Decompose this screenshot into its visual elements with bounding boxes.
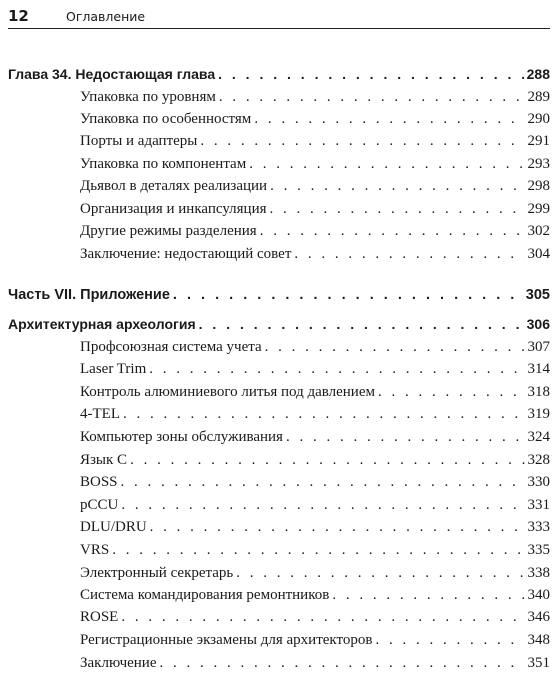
dot-leader <box>219 87 525 107</box>
dot-leader <box>286 427 525 447</box>
toc-entry-label: Порты и адаптеры <box>80 133 198 149</box>
toc-entry-page: 330 <box>527 474 550 490</box>
toc-entry-page: 290 <box>527 111 550 127</box>
toc-entry[interactable] <box>8 87 550 107</box>
dot-leader <box>121 607 524 627</box>
toc-entry-label: Контроль алюминиевого литья под давлением <box>80 384 375 400</box>
toc-entry-label: DLU/DRU <box>80 519 147 535</box>
toc-entry-page: 328 <box>527 452 550 468</box>
toc-chapter-34[interactable] <box>8 64 550 84</box>
toc-entry[interactable] <box>8 109 550 129</box>
toc-entry[interactable] <box>8 176 550 196</box>
dot-leader <box>270 199 525 219</box>
toc-entry-page: 307 <box>527 339 550 355</box>
toc-entry-label: Компьютер зоны обслуживания <box>80 429 283 445</box>
dot-leader <box>150 517 525 537</box>
toc-entry-label: 4-TEL <box>80 406 120 422</box>
toc-entry-label: Другие режимы разделения <box>80 223 257 239</box>
dot-leader <box>236 563 524 583</box>
toc-entry[interactable] <box>8 131 550 151</box>
dot-leader <box>121 472 525 492</box>
dot-leader <box>332 585 524 605</box>
toc-entry[interactable] <box>8 585 550 605</box>
dot-leader <box>160 653 525 673</box>
toc-entry-page: 340 <box>527 587 550 603</box>
toc-entry-label: Архитектурная археология <box>8 316 196 332</box>
toc-entry[interactable] <box>8 517 550 537</box>
toc-entry[interactable] <box>8 199 550 219</box>
toc-entry-page: 351 <box>527 655 550 671</box>
toc-entry-label: Заключение: недостающий совет <box>80 246 292 262</box>
toc-entry-page: 289 <box>527 89 550 105</box>
toc-entry-page: 291 <box>527 133 550 149</box>
toc-entry-label: Система командирования ремонтников <box>80 587 330 603</box>
toc-entry[interactable] <box>8 630 550 650</box>
toc-entry-page: 305 <box>525 287 550 303</box>
page-number: 12 <box>8 7 29 25</box>
toc-entry-page: 302 <box>527 223 550 239</box>
toc-entry-label: BOSS <box>80 474 118 490</box>
toc-entry[interactable] <box>8 244 550 264</box>
toc-entry-label: Дьявол в деталях реализации <box>80 178 268 194</box>
dot-leader <box>218 64 524 84</box>
dot-leader <box>265 337 525 357</box>
toc-entry-label: Упаковка по особенностям <box>80 111 252 127</box>
toc-entry[interactable] <box>8 404 550 424</box>
toc-entry[interactable] <box>8 427 550 447</box>
toc-entry-label: Организация и инкапсуляция <box>80 201 267 217</box>
dot-leader <box>123 404 525 424</box>
toc-entry[interactable] <box>8 653 550 673</box>
dot-leader <box>173 285 523 305</box>
toc-entry-page: 346 <box>527 609 550 625</box>
toc-entry-label: Упаковка по уровням <box>80 89 216 105</box>
dot-leader <box>249 154 524 174</box>
toc-entry-label: Laser Trim <box>80 361 147 377</box>
toc-entry-page: 331 <box>527 497 550 513</box>
toc-entry[interactable] <box>8 359 550 379</box>
toc-entry-label: pCCU <box>80 497 119 513</box>
toc-entry[interactable] <box>8 154 550 174</box>
toc-entry-page: 299 <box>527 201 550 217</box>
toc-entry-page: 338 <box>527 565 550 581</box>
toc-entry-label: Часть VII. Приложение <box>8 287 170 303</box>
toc-entry-label: Заключение <box>80 655 157 671</box>
toc-entry-label: Глава 34. Недостающая глава <box>8 66 216 82</box>
toc-entry-label: Электронный секретарь <box>80 565 234 581</box>
toc-entry-label: Регистрационные экзамены для архитекторов <box>80 632 373 648</box>
toc-entry[interactable] <box>8 540 550 560</box>
toc-entry-page: 304 <box>527 246 550 262</box>
toc-entry-page: 324 <box>527 429 550 445</box>
toc-entry-page: 298 <box>527 178 550 194</box>
toc-entry[interactable] <box>8 337 550 357</box>
toc-entry[interactable] <box>8 382 550 402</box>
toc-entry-page: 314 <box>527 361 550 377</box>
dot-leader <box>294 244 524 264</box>
toc-entry-page: 293 <box>527 156 550 172</box>
running-header <box>8 6 550 29</box>
toc-entry[interactable] <box>8 563 550 583</box>
toc-entry-page: 319 <box>527 406 550 422</box>
toc-entry[interactable] <box>8 607 550 627</box>
toc-entry-page: 333 <box>527 519 550 535</box>
toc-entry-label: Упаковка по компонентам <box>80 156 247 172</box>
toc-entry[interactable] <box>8 472 550 492</box>
toc-entry-page: 306 <box>526 316 550 332</box>
dot-leader <box>270 176 524 196</box>
toc-entry-label: ROSE <box>80 609 119 625</box>
toc-entry-label: VRS <box>80 542 110 558</box>
toc-entry-page: 348 <box>527 632 550 648</box>
toc-entry-page: 288 <box>526 66 550 82</box>
toc-entry[interactable] <box>8 495 550 515</box>
toc-entry-label: Язык C <box>80 452 128 468</box>
toc-entry[interactable] <box>8 450 550 470</box>
dot-leader <box>130 450 524 470</box>
toc-entry-page: 335 <box>527 542 550 558</box>
dot-leader <box>112 540 524 560</box>
dot-leader <box>260 221 525 241</box>
dot-leader <box>200 131 524 151</box>
dot-leader <box>254 109 524 129</box>
dot-leader <box>199 314 524 334</box>
dot-leader <box>121 495 524 515</box>
toc-part-7[interactable] <box>8 285 550 305</box>
toc-entry[interactable] <box>8 221 550 241</box>
dot-leader <box>375 630 524 650</box>
dot-leader <box>149 359 524 379</box>
running-title: Оглавление <box>66 9 146 24</box>
toc-entry-page: 318 <box>527 384 550 400</box>
toc-chapter-archaeology[interactable] <box>8 314 550 334</box>
dot-leader <box>378 382 525 402</box>
toc-entry-label: Профсоюзная система учета <box>80 339 262 355</box>
